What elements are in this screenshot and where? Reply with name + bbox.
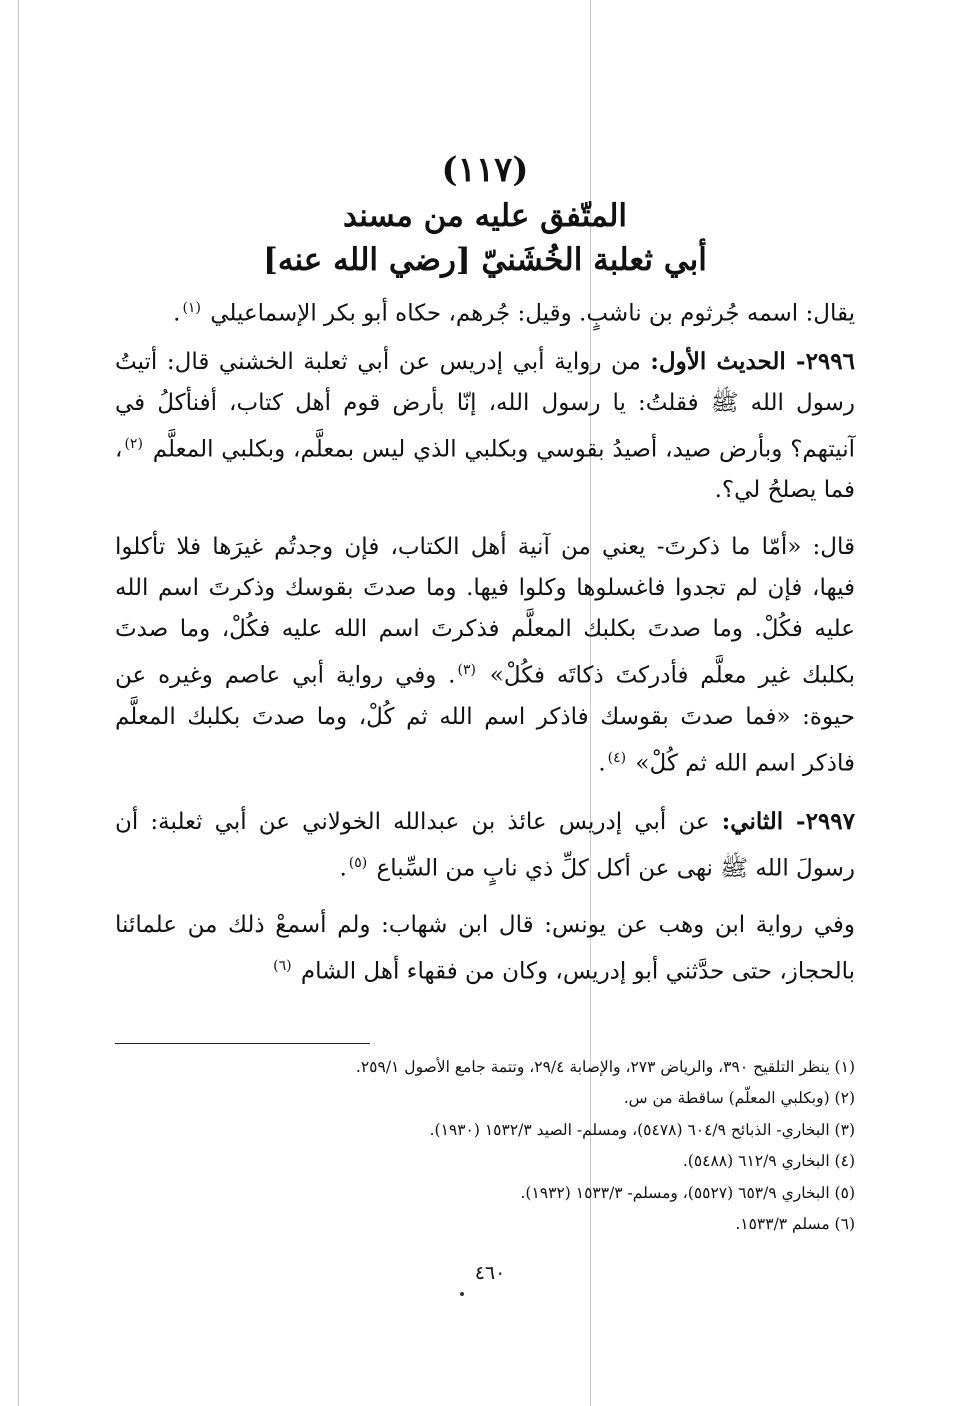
hadith-2996-paragraph <box>115 341 855 512</box>
hadith-2996-text: من رواية أبي إدريس عن أبي ثعلبة الخشني قال: أتيتُ رسول الله ﷺ فقلتُ: يا رسول الله، إنّا بأرض قوم أهل كتاب، أفنأكلُ في آنيتهم؟ وبأرض صيد، أصيدُ بقوسي وبكلبي الذي ليس بمعلَّم، وبكلبي المعلَّم <box>115 348 856 463</box>
footnote-1: (١) ينظر التلقيح ٣٩٠، والرياض ٢٧٣، والإصابة ٢٩/٤، وتتمة جامع الأصول ٢٥٩/١. <box>355 1057 855 1076</box>
hadith-2996-text-end: ، فما يصلحُ لي؟. <box>115 436 855 504</box>
continuation-text: وفي رواية ابن وهب عن يونس: قال ابن شهاب: ولم أسمعْ ذلك من علمائنا بالحجاز، حتى حدَّثني أبو إدريس، وكان من فقهاء أهل الشام <box>115 912 855 985</box>
footnote-6: (٦) مسلم ١٥٣٣/٣. <box>735 1215 855 1234</box>
hadith-2997-end: . <box>339 855 347 882</box>
footnote-ref-5: (٥) <box>348 854 368 871</box>
footnote-divider <box>115 1043 370 1044</box>
intro-end: . <box>173 300 181 327</box>
footnote-ref-6: (٦) <box>273 958 292 975</box>
answer-end: . <box>598 750 606 777</box>
scan-line-left <box>18 0 19 1406</box>
hadith-2996-head: ٢٩٩٦- الحديث الأول: <box>650 347 855 375</box>
intro-paragraph <box>115 288 855 335</box>
footnote-4: (٤) البخاري ٦١٢/٩ (٥٤٨٨). <box>682 1152 855 1171</box>
chapter-number: (١١٧) <box>441 150 529 190</box>
answer-text-2: . وفي رواية أبي عاصم وغيره عن حيوة: «فما صدتَ بقوسك فاذكر اسم الله ثم كُلْ، وما صدتَ بكلبك المعلَّم فاذكر اسم الله ثم كُلْ» <box>115 662 855 777</box>
footnote-5: (٥) البخاري ٦٥٣/٩ (٥٥٢٧)، ومسلم- ١٥٣٣/٣ (١٩٣٢). <box>520 1183 855 1202</box>
page-body <box>115 150 855 1241</box>
footnote-ref-2: (٢) <box>124 435 143 452</box>
hadith-2997-text: عن أبي إدريس عائذ بن عبدالله الخولاني عن أبي ثعلبة: أن رسولَ الله ﷺ نهى عن أكل كلِّ ذي نابٍ من السِّباع <box>115 808 855 882</box>
footnote-3: (٣) البخاري- الذبائح ٦٠٤/٩ (٥٤٧٨)، ومسلم- الصيد ١٥٣٢/٣ (١٩٣٠). <box>429 1120 855 1139</box>
heading-line-1: المتّفق عليه من مسند <box>342 198 628 234</box>
answer-text: قال: «أمّا ما ذكرتَ- يعني من آنية أهل الكتاب، فإن وجدتُم غيرَها فلا تأكلوا فيها، فإن لم تجدوا فاغسلوها وكلوا فيها. وما صدتَ بقوسك وذكرتَ اسم الله عليه فكُلْ. وما صدتَ بكلبك المعلَّم فذكرتَ اسم الله عليه فكُلْ، وما صدتَ بكلبك غير معلَّم فأدركتَ ذكاتَه فكُلْ» <box>115 534 855 689</box>
scan-speck <box>460 1292 464 1296</box>
continuation-paragraph <box>115 905 855 993</box>
heading-line-2: أبي ثعلبة الخُشَنيّ [رضي الله عنه] <box>263 242 707 278</box>
footnote-ref-4: (٤) <box>607 749 627 766</box>
hadith-2997-paragraph <box>115 801 855 890</box>
hadith-2997-head: ٢٩٩٧- الثاني: <box>721 807 855 835</box>
footnote-ref-1: (١) <box>182 300 201 316</box>
answer-paragraph <box>115 527 855 784</box>
intro-text: يقال: اسمه جُرثوم بن ناشبٍ. وقيل: جُرهم، حكاه أبو بكر الإسماعيلي <box>210 300 855 327</box>
footnote-2: (٢) (وبكلبي المعلّم) ساقطة من س. <box>623 1089 855 1108</box>
page-number: ٤٦٠ <box>474 1262 506 1284</box>
footnote-ref-3: (٣) <box>457 662 476 679</box>
